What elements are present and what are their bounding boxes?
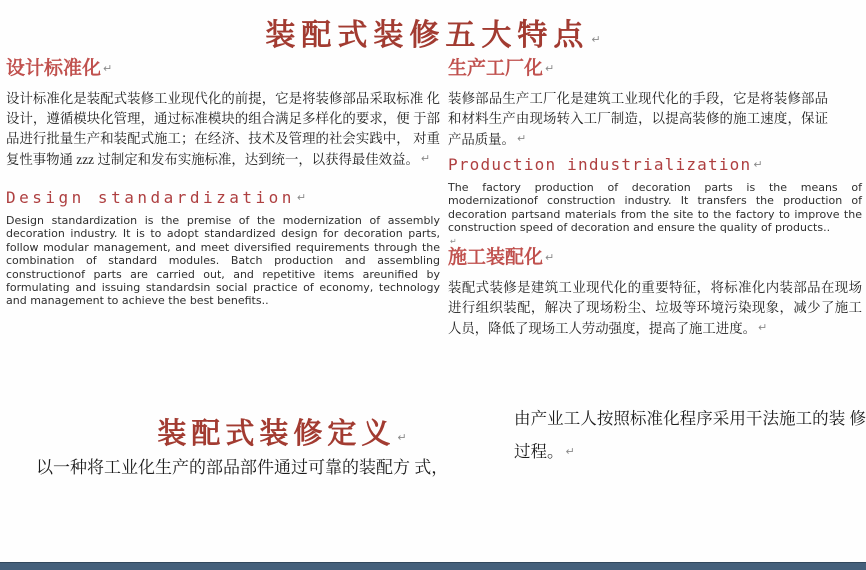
definition-title — [82, 411, 482, 452]
paragraph-mark-icon: ↵ — [757, 320, 768, 334]
heading-text: Production industrialization — [448, 155, 752, 174]
paragraph-design-standardization-en — [6, 214, 440, 308]
section-heading-production-industrialization-zh — [448, 58, 862, 80]
heading-text: 生产工厂化 — [448, 58, 544, 79]
paragraph-mark-icon: ↵ — [591, 33, 601, 46]
page-title-text: 装配式装修五大特点 — [265, 19, 590, 52]
heading-text: 设计标准化 — [6, 58, 102, 79]
paragraph-text: Design standardization is the premise of the modernization of assembly decoration industry. It is to adopt standardized design for decoration parts, follow modular management, and meet diversified requirements through the combination of standard modules. Batch production and assembling constructionof parts are carried out, and repetitive items areunified by formulating and issuing standardsin social practice of economy, technology and management to achieve the best benefits.. — [6, 214, 440, 308]
paragraph-mark-icon: ↵ — [753, 158, 763, 171]
right-column — [448, 58, 862, 339]
paragraph-mark-icon: ↵ — [420, 152, 431, 165]
paragraph-construction-assembly-zh — [448, 278, 862, 339]
paragraph-mark-icon: ↵ — [516, 132, 527, 145]
paragraph-text: 装修部品生产工厂化是建筑工业现代化的手段，它是将装修部品和材料生产由现场转入工厂制造，以提高装修的施工速度，保证产品质量。 — [448, 91, 828, 147]
paragraph-mark-icon: ↵ — [565, 445, 575, 458]
section-heading-production-industrialization-en — [448, 155, 862, 174]
definition-text-right — [514, 402, 866, 468]
page-title — [0, 10, 866, 54]
paragraph-mark-icon: ↵ — [103, 62, 113, 75]
bottom-divider-bar — [0, 562, 866, 570]
paragraph-text: The factory production of decoration parts is the means of modernizationof construction industry. It transfers the production of decoration partsand materials from the site to the factory to improve the construction speed of decoration and ensure the quality of products.. — [448, 181, 862, 235]
paragraph-mark-icon: ↵ — [397, 431, 407, 444]
paragraph-mark-icon: ↵ — [450, 236, 457, 246]
left-column — [6, 58, 440, 308]
definition-title-text: 装配式装修定义 — [157, 418, 396, 450]
paragraph-mark-icon: ↵ — [296, 191, 307, 204]
definition-text: 以一种将工业化生产的部品部件通过可靠的装配方 式， — [36, 458, 449, 477]
paragraph-production-industrialization-en — [448, 181, 862, 235]
paragraph-design-standardization-zh — [6, 89, 440, 170]
heading-text: 施工装配化 — [448, 246, 544, 268]
paragraph-production-industrialization-zh — [448, 89, 828, 150]
paragraph-text: 装配式装修是建筑工业现代化的重要特征，将标准化内装部品在现场进行组织装配，解决了现场粉尘、垃圾等环境污染现象，减少了施工人员，降低了现场工人劳动强度，提高了施工进度。 — [448, 279, 862, 336]
paragraph-mark-icon: ↵ — [545, 250, 555, 264]
definition-text: 由产业工人按照标准化程序采用干法施工的装 修过程。 — [514, 409, 866, 461]
heading-text: Design standardization — [6, 188, 295, 207]
section-heading-design-standardization-en — [6, 188, 440, 207]
empty-paragraph — [448, 235, 862, 246]
section-heading-design-standardization-zh — [6, 58, 440, 80]
section-heading-construction-assembly-zh — [448, 247, 862, 269]
definition-text-left — [36, 456, 456, 480]
paragraph-mark-icon: ↵ — [545, 62, 555, 75]
paragraph-text: 设计标准化是装配式装修工业现代化的前提，它是将装修部品采取标准 化设计，遵循模块化管理，通过标准模块的组合满足多样化的要求，便 于部品进行批量生产和装配式施工；在经济、技术及管理的社会实践中， 对重复性事物通 zzz 过制定和发布实施标准，达到统一，以获得最佳效益。 — [6, 91, 440, 167]
